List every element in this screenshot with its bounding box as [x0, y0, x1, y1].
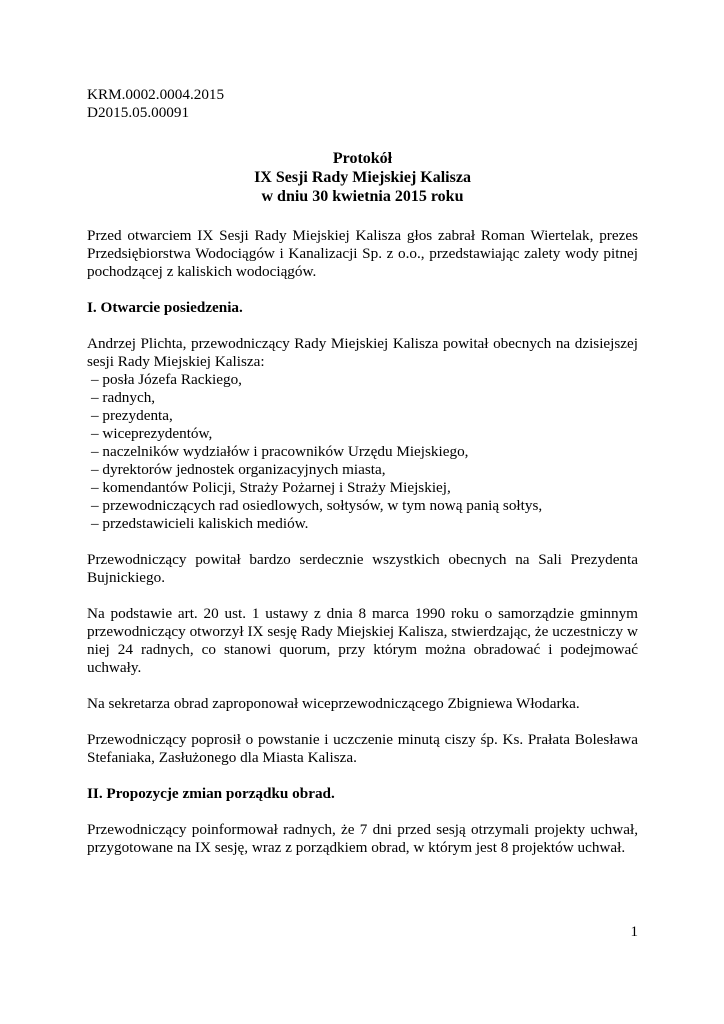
document-page	[87, 86, 638, 857]
list-item: – posła Józefa Rackiego,	[91, 371, 242, 388]
title-line-2: IX Sesji Rady Miejskiej Kalisza	[254, 169, 471, 186]
list-item: – wiceprezydentów,	[91, 425, 213, 442]
hall-paragraph: Przewodniczący powitał bardzo serdecznie wszystkich obecnych na Sali Prezydenta Bujnickiego.	[87, 551, 638, 586]
list-item: – prezydenta,	[91, 407, 173, 424]
list-item: – komendantów Policji, Straży Pożarnej i Straży Miejskiej,	[91, 479, 451, 496]
title-line-3: w dniu 30 kwietnia 2015 roku	[261, 188, 464, 205]
document-number: D2015.05.00091	[87, 104, 190, 121]
reference-block	[87, 86, 638, 122]
quorum-paragraph: Na podstawie art. 20 ust. 1 ustawy z dnia 8 marca 1990 roku o samorządzie gminnym przewodniczący otworzył IX sesję Rady Miejskiej Kalisza, stwierdzając, że uczestniczy w niej 24 radnych, co stanowi quorum, przy którym można obradować i podejmować uchwały.	[87, 605, 638, 676]
page-number: 1	[630, 924, 638, 940]
welcome-paragraph: Andrzej Plichta, przewodniczący Rady Miejskiej Kalisza powitał obecnych na dzisiejszej sesji Rady Miejskiej Kalisza:	[87, 335, 638, 370]
reference-number: KRM.0002.0004.2015	[87, 86, 225, 103]
document-title	[87, 149, 638, 206]
section-heading-opening: I. Otwarcie posiedzenia.	[87, 299, 243, 316]
projects-paragraph: Przewodniczący poinformował radnych, że 7 dni przed sesją otrzymali projekty uchwał, przygotowane na IX sesję, wraz z porządkiem obrad, w którym jest 8 projektów uchwał.	[87, 821, 638, 856]
welcome-block	[87, 335, 638, 533]
list-item: – przewodniczących rad osiedlowych, sołtysów, w tym nową panią sołtys,	[91, 497, 543, 514]
guest-list	[87, 371, 638, 533]
intro-paragraph: Przed otwarciem IX Sesji Rady Miejskiej Kalisza głos zabrał Roman Wiertelak, prezes Przedsiębiorstwa Wodociągów i Kanalizacji Sp. z o.o., przedstawiając zalety wody pitnej pochodzącej z kaliskich wodociągów.	[87, 227, 638, 280]
list-item: – radnych,	[91, 389, 156, 406]
section-heading-agenda-changes: II. Propozycje zmian porządku obrad.	[87, 785, 335, 802]
title-line-1: Protokół	[332, 150, 393, 167]
list-item: – przedstawicieli kaliskich mediów.	[91, 515, 309, 532]
secretary-paragraph: Na sekretarza obrad zaproponował wiceprzewodniczącego Zbigniewa Włodarka.	[87, 695, 580, 712]
list-item: – naczelników wydziałów i pracowników Urzędu Miejskiego,	[91, 443, 469, 460]
list-item: – dyrektorów jednostek organizacyjnych miasta,	[91, 461, 386, 478]
minute-of-silence-paragraph: Przewodniczący poprosił o powstanie i uczczenie minutą ciszy śp. Ks. Prałata Bolesława Stefaniaka, Zasłużonego dla Miasta Kalisza.	[87, 731, 638, 766]
